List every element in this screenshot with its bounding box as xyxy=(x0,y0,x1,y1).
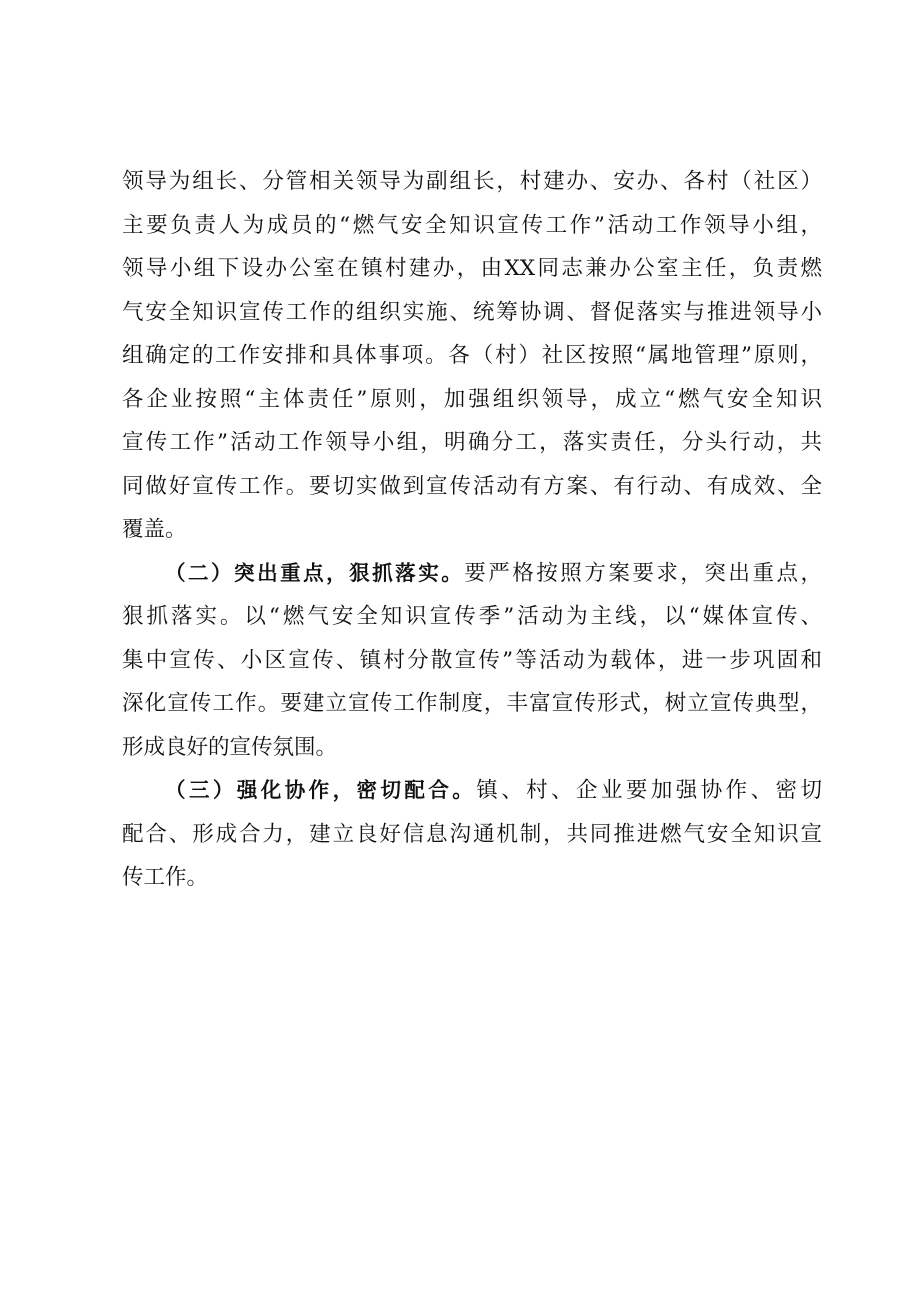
section-heading: （二）突出重点，狠抓落实。 xyxy=(165,560,465,585)
text-line: 气安全知识宣传工作的组织实施、统筹协调、督促落实与推进领导小 xyxy=(122,299,822,325)
text-line: 配合、形成合力，建立良好信息沟通机制，共同推进燃气安全知识宣 xyxy=(122,821,822,847)
paragraph-collaboration xyxy=(122,769,822,900)
text-line xyxy=(122,552,822,596)
text-line: 狠抓落实。以“燃气安全知识宣传季”活动为主线，以“媒体宣传、 xyxy=(122,604,822,629)
heading-line-rest: 要严格按照方案要求，突出重点， xyxy=(464,560,822,586)
text-line: 主要负责人为成员的“燃气安全知识宣传工作”活动工作领导小组， xyxy=(122,212,822,238)
text-line: 各企业按照“主体责任”原则，加强组织领导，成立“燃气安全知识 xyxy=(122,386,822,412)
text-line: 同做好宣传工作。要切实做到宣传活动有方案、有行动、有成效、全 xyxy=(122,473,822,499)
paragraph-focus-priorities xyxy=(122,552,822,770)
text-line xyxy=(122,769,822,813)
text-line: 形成良好的宣传氛围。 xyxy=(122,734,338,760)
heading-line-rest: 镇、村、企业要加强协作、密切 xyxy=(476,778,822,803)
text-line: 深化宣传工作。要建立宣传工作制度，丰富宣传形式，树立宣传典型， xyxy=(122,691,822,716)
document-body xyxy=(122,160,822,900)
text-line: 组确定的工作安排和具体事项。各（村）社区按照“属地管理”原则， xyxy=(122,343,822,368)
text-line: 领导小组下设办公室在镇村建办，由XX同志兼办公室主任，负责燃 xyxy=(122,256,822,281)
paragraph-leadership-group xyxy=(122,160,822,552)
section-heading: （三）强化协作，密切配合。 xyxy=(165,778,477,802)
text-line: 覆盖。 xyxy=(122,517,187,542)
text-line: 集中宣传、小区宣传、镇村分散宣传”等活动为载体，进一步巩固和 xyxy=(122,647,822,673)
text-line: 传工作。 xyxy=(122,865,209,890)
text-line: 领导为组长、分管相关领导为副组长，村建办、安办、各村（社区） xyxy=(122,169,822,194)
text-line: 宣传工作”活动工作领导小组，明确分工，落实责任，分头行动，共 xyxy=(122,430,822,455)
